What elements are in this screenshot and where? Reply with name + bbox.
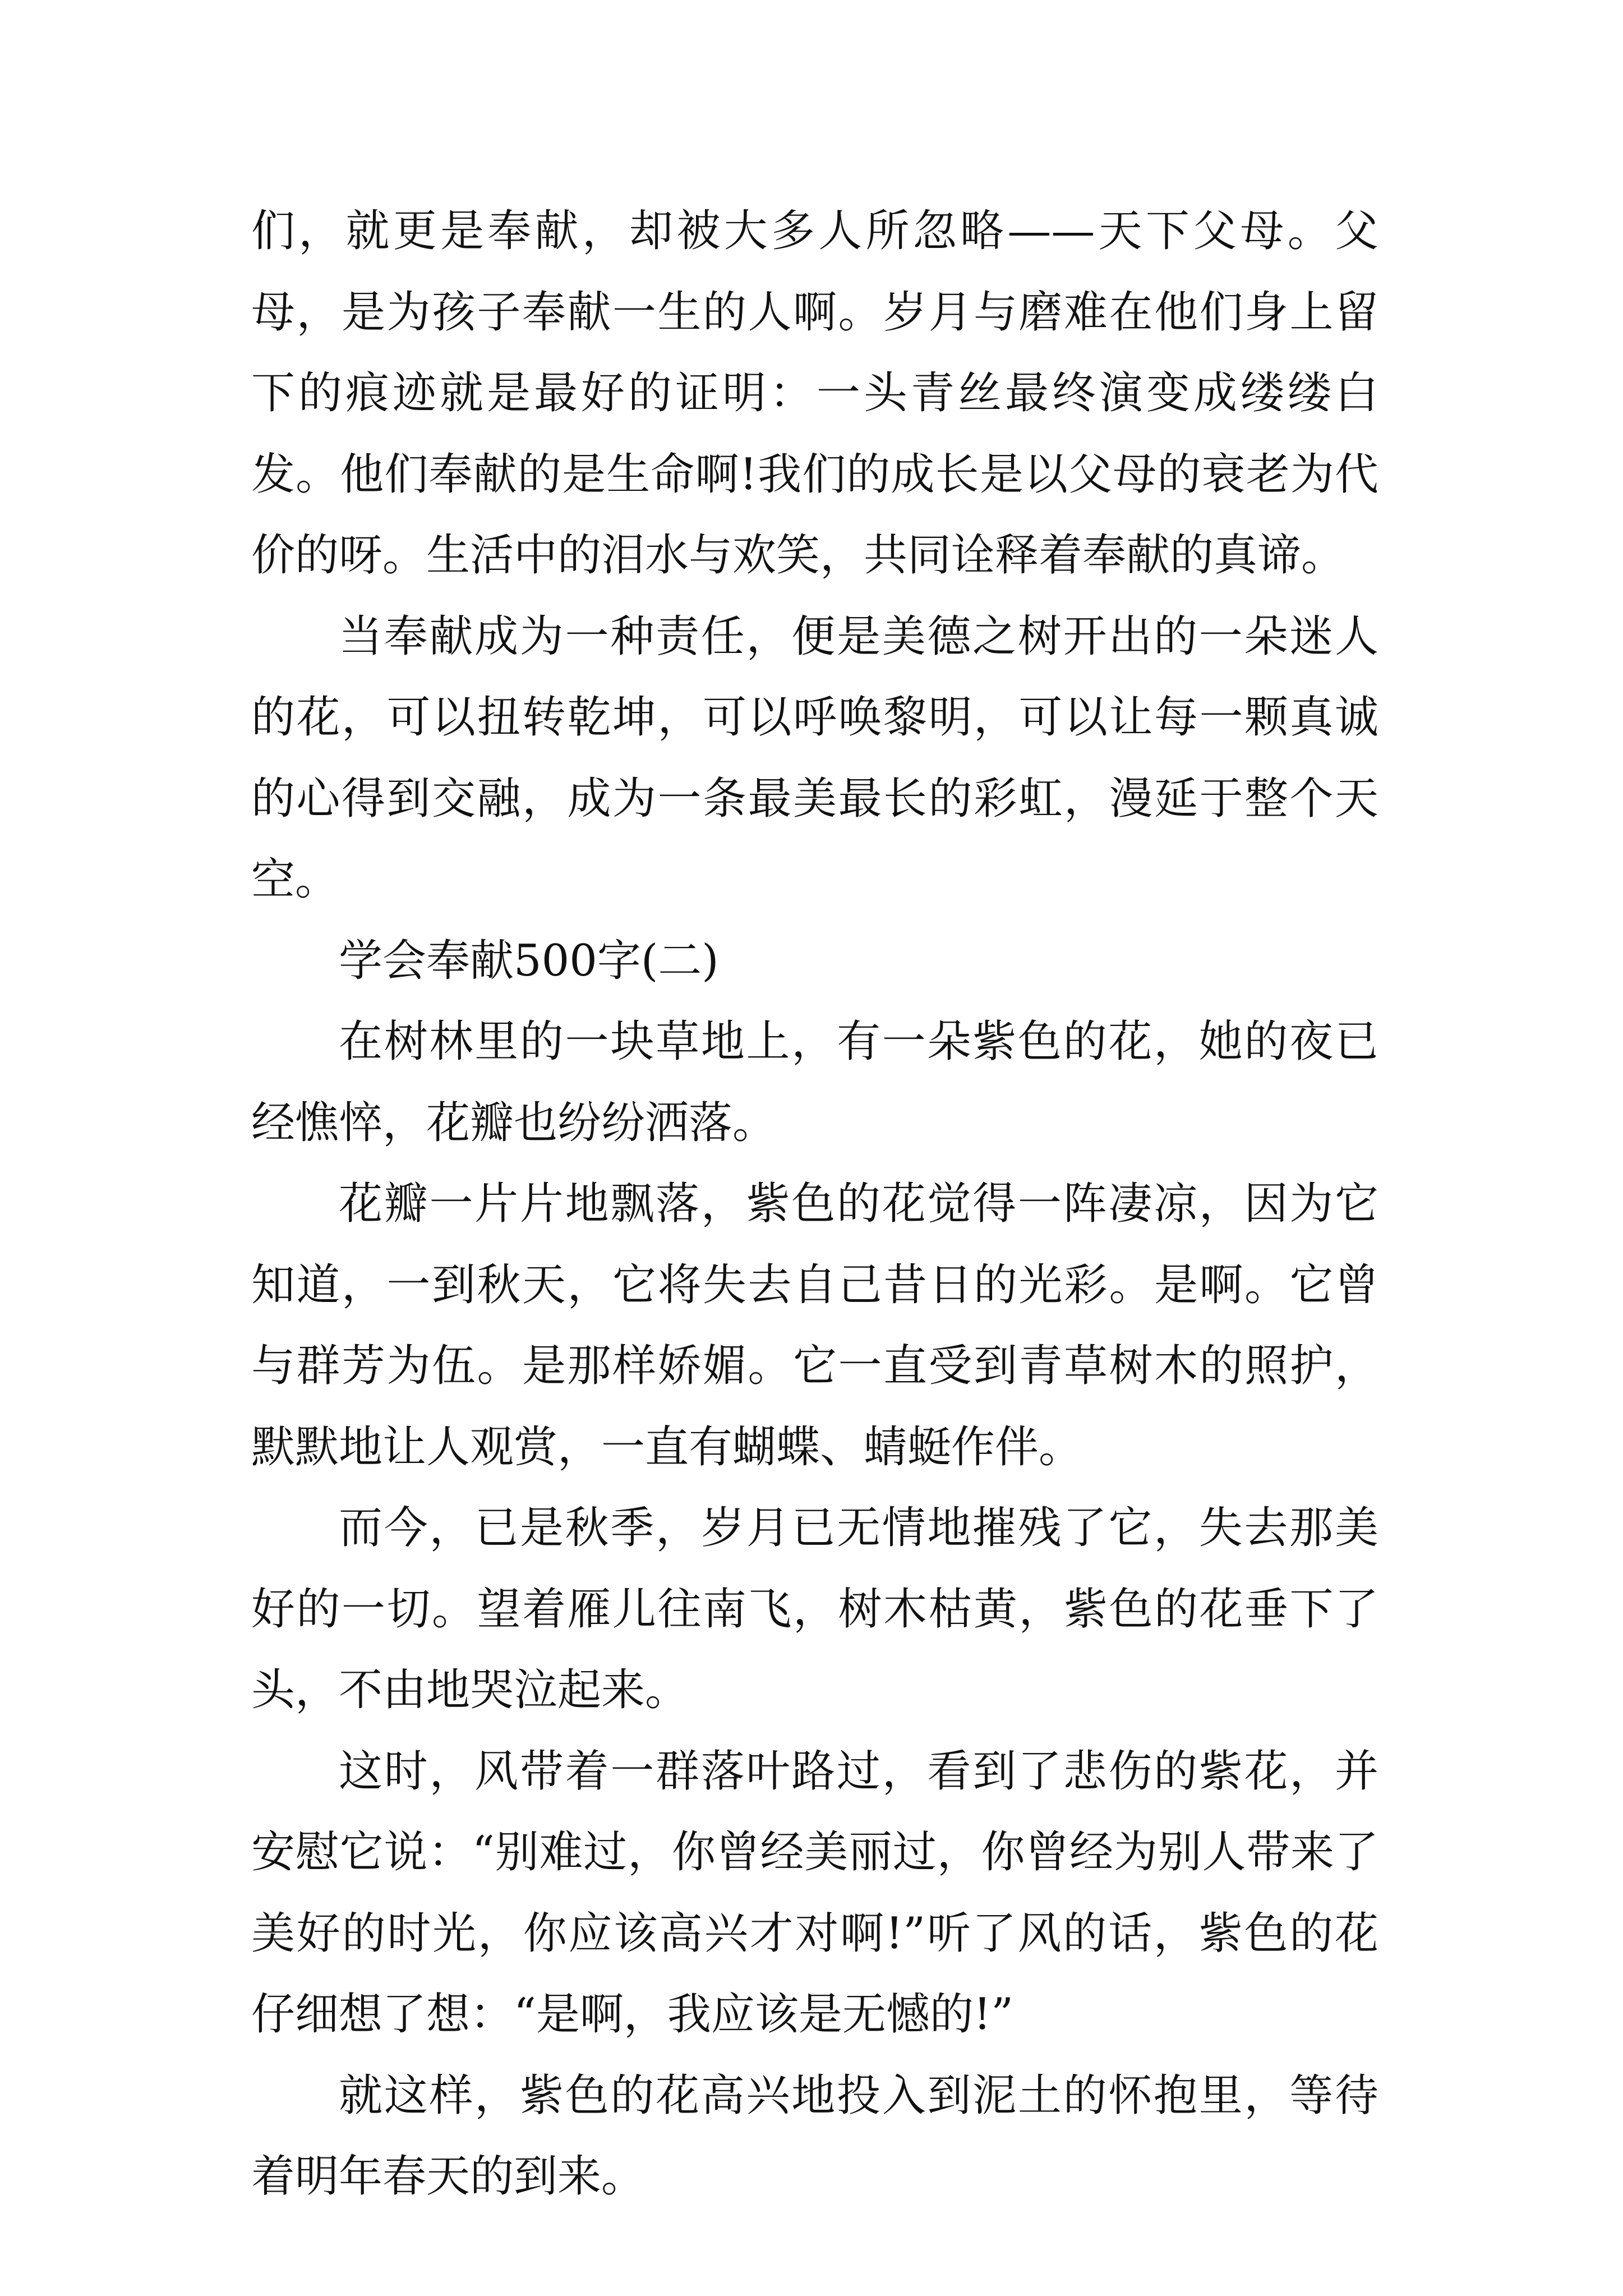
paragraph: 在树林里的一块草地上，有一朵紫色的花，她的夜已经憔悴，花瓣也纷纷洒落。 bbox=[251, 1016, 1378, 1148]
paragraph-continued: 们，就更是奉献，却被大多人所忽略——天下父母。父母，是为孩子奉献一生的人啊。岁月与磨难在他们身上留下的痕迹就是最好的证明：一头青丝最终演变成缕缕白发。他们奉献的是生命啊!我们的成长是以父母的衰老为代价的呀。生活中的泪水与欢笑，共同诠释着奉献的真谛。 bbox=[251, 206, 1378, 581]
document-body bbox=[251, 191, 1378, 2217]
paragraph: 这时，风带着一群落叶路过，看到了悲伤的紫花，并安慰它说：“别难过，你曾经美丽过，你曾经为别人带来了美好的时光，你应该高兴才对啊!”听了风的话，紫色的花仔细想了想：“是啊，我应该是无憾的!” bbox=[251, 1746, 1378, 2040]
paragraph: 花瓣一片片地飘落，紫色的花觉得一阵凄凉，因为它知道，一到秋天，它将失去自己昔日的光彩。是啊。它曾与群芳为伍。是那样娇媚。它一直受到青草树木的照护，默默地让人观赏，一直有蝴蝶、蜻蜓作伴。 bbox=[251, 1179, 1378, 1473]
section-heading: 学会奉献500字(二) bbox=[339, 935, 719, 986]
paragraph: 当奉献成为一种责任，便是美德之树开出的一朵迷人的花，可以扭转乾坤，可以呼唤黎明，可以让每一颗真诚的心得到交融，成为一条最美最长的彩虹，漫延于整个天空。 bbox=[251, 611, 1378, 905]
paragraph: 就这样，紫色的花高兴地投入到泥土的怀抱里，等待着明年春天的到来。 bbox=[251, 2070, 1378, 2202]
paragraph: 而今，已是秋季，岁月已无情地摧残了它，失去那美好的一切。望着雁儿往南飞，树木枯黄，紫色的花垂下了头，不由地哭泣起来。 bbox=[251, 1503, 1378, 1715]
